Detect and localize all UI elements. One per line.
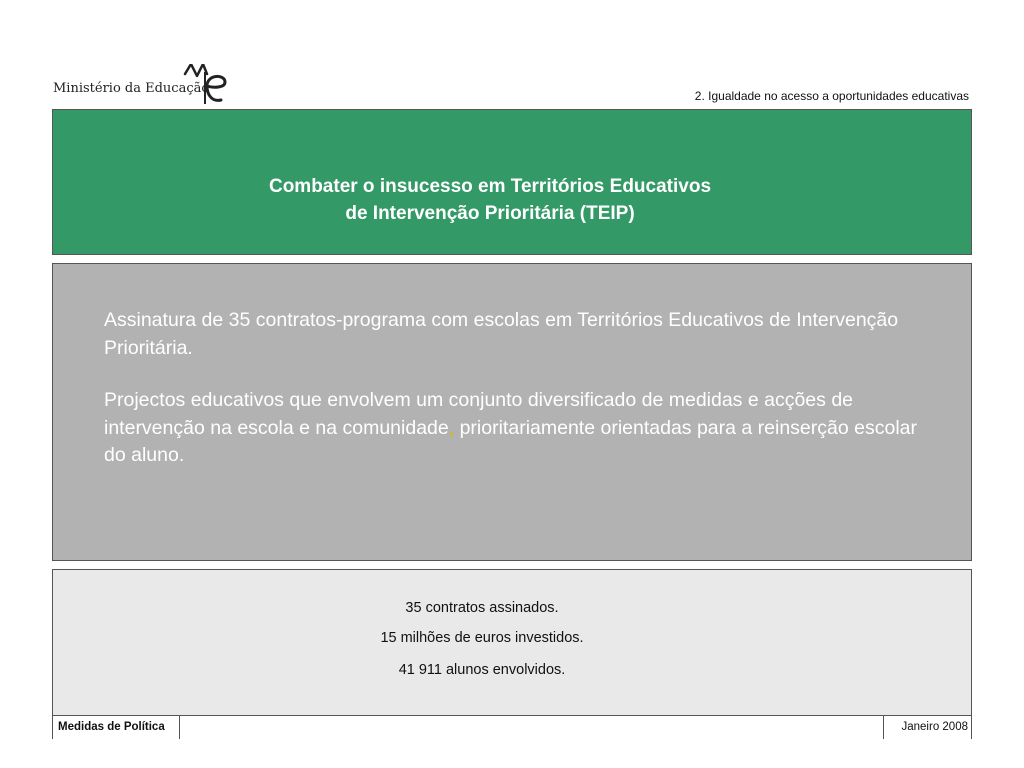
title-line-2: de Intervenção Prioritária (TEIP) — [345, 203, 635, 224]
stat-contracts: 35 contratos assinados. — [405, 600, 559, 616]
paragraph-projects-part1: Projectos educativos que envolvem um conjunto diversificado de medidas e acções de intervenção na escola e na comunidade — [104, 389, 854, 439]
accent-comma: , — [448, 416, 455, 439]
title-panel — [52, 109, 972, 255]
stat-investment: 15 milhões de euros investidos. — [380, 630, 584, 646]
footer-bar — [53, 715, 971, 739]
paragraph-projects-part2: prioritariamente orientadas para a reinserção escolar do aluno. — [104, 416, 917, 466]
footer-category: Medidas de Política — [53, 716, 180, 739]
paragraph-contracts: Assinatura de 35 contratos-programa com escolas em Territórios Educativos de Intervenção Prioritária. — [104, 309, 899, 359]
paragraph-projects — [104, 387, 924, 470]
title-line-1: Combater o insucesso em Territórios Educativos — [268, 176, 712, 197]
stats-panel — [52, 569, 972, 739]
content-panel — [52, 263, 972, 561]
section-label: 2. Igualdade no acesso a oportunidades educativas — [694, 89, 969, 103]
stat-students: 41 911 alunos envolvidos. — [398, 662, 566, 678]
page-title — [53, 173, 927, 227]
ministry-name: Ministério da Educação — [53, 81, 210, 96]
footer-date: Janeiro 2008 — [883, 716, 971, 739]
me-logo-icon — [181, 64, 233, 104]
